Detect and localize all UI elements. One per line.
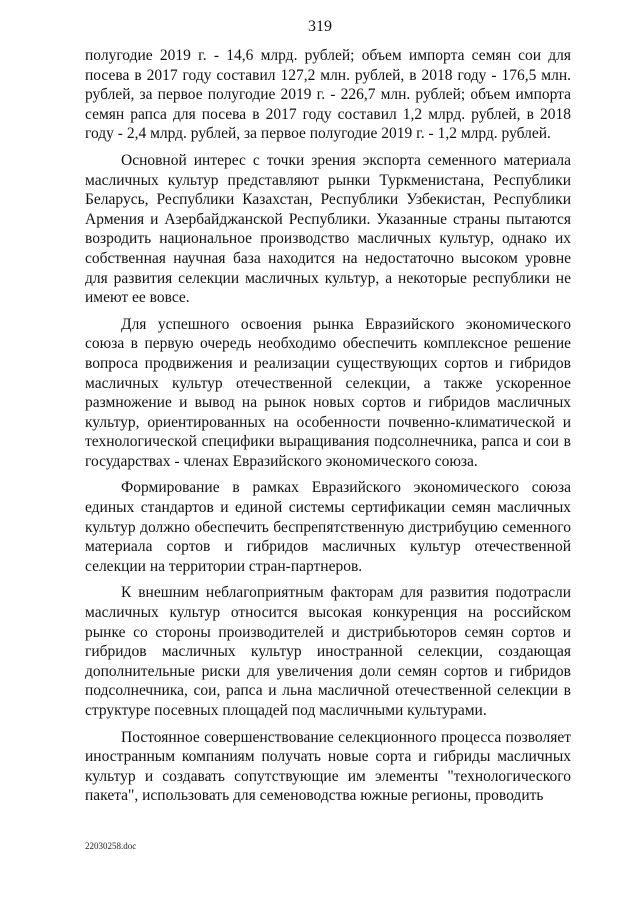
paragraph-continuation: полугодие 2019 г. - 14,6 млрд. рублей; объем импорта семян сои для посева в 2017 году составил 127,2 млн. рублей, в 2018 году - 176,5 млн. рублей, за первое полугодие 2019 г. - 226,7 млн. рублей; объем импорта семян рапса для посева в 2017 году составил 1,2 млрд. рублей, в 2018 году - 2,4 млрд. рублей, за первое полугодие 2019 г. - 1,2 млрд. рублей. xyxy=(85,47,571,143)
page-number: 319 xyxy=(308,18,332,35)
paragraph-eaeu-market: Для успешного освоения рынка Евразийского экономического союза в первую очередь необходимо обеспечить комплексное решение вопроса продвижения и реализации существующих сортов и гибридов масличных культур отечественной селекции, а также ускоренное размножение и вывод на рынок новых сортов и гибридов масличных культур, ориентированных на особенности почвенно-климатической и технологической специфики выращивания подсолнечника, рапса и сои в государствах - членах Евразийского экономического союза. xyxy=(85,315,571,470)
paragraph-certification: Формирование в рамках Евразийского экономического союза единых стандартов и единой системы сертификации семян масличных культур должно обеспечить беспрепятственную дистрибуцию семенного материала сортов и гибридов масличных культур отечественной селекции на территории стран-партнеров. xyxy=(85,479,571,575)
paragraph-external-factors: К внешним неблагоприятным факторам для развития подотрасли масличных культур относится высокая конкуренция на российском рынке со стороны производителей и дистрибьюторов семян сортов и гибридов масличных культур иностранной селекции, создающая дополнительные риски для увеличения доли семян сортов и гибридов подсолнечника, сои, рапса и льна масличной отечественной селекции в структуре посевных площадей под масличными культурами. xyxy=(85,584,571,719)
paragraph-export-interest: Основной интерес с точки зрения экспорта семенного материала масличных культур представляют рынки Туркменистана, Республики Беларусь, Республики Казахстан, Республики Узбекистан, Республики Армения и Азербайджанской Республики. Указанные страны пытаются возродить национальное производство масличных культур, однако их собственная научная база находится на недостаточно высоком уровне для развития селекции масличных культур, а некоторые республики не имеют ее вовсе. xyxy=(85,151,571,307)
footer-filename: 22030258.doc xyxy=(85,841,137,851)
paragraph-selection-process: Постоянное совершенствование селекционного процесса позволяет иностранным компаниям получать новые сорта и гибриды масличных культур и создавать сопутствующие им элементы "технологического пакета", использовать для семеноводства южные регионы, проводить xyxy=(85,728,571,805)
document-body xyxy=(85,46,571,813)
